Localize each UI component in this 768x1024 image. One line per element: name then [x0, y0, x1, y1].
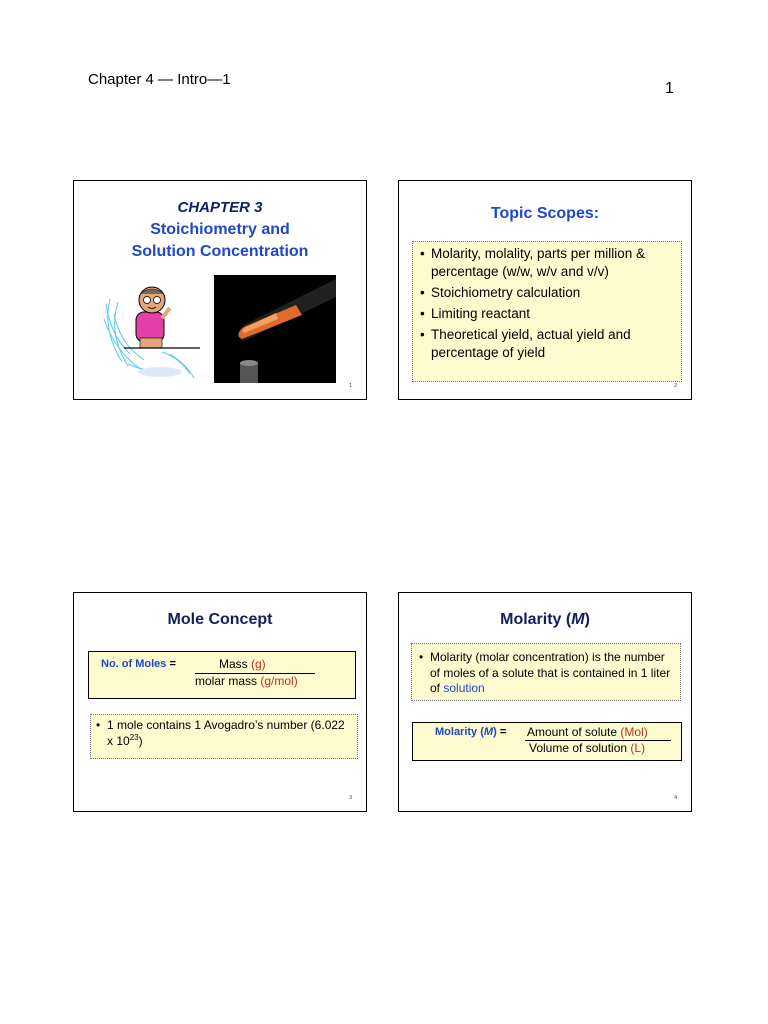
- slide-number: 1: [349, 383, 352, 389]
- test-tube-photo: [214, 275, 336, 383]
- slide-title-line-2: Solution Concentration: [131, 243, 309, 260]
- topic-list-box: [412, 241, 682, 382]
- molarity-definition-box: [411, 643, 681, 701]
- list-item: • 1 mole contains 1 Avogadro’s number (6.022 x $10^{23}$): [93, 717, 353, 749]
- slide-number: 2: [674, 383, 677, 389]
- avogadro-note-box: [90, 714, 358, 759]
- topic-list: [417, 245, 675, 362]
- slide-heading: Topic Scopes:: [490, 205, 600, 222]
- slide-4: [398, 592, 692, 812]
- slide-2: [398, 180, 692, 400]
- formula-denominator: Volume of solution (L): [529, 741, 646, 755]
- formula-label: Molarity (M) =: [435, 726, 507, 738]
- list-item: • Limiting reactant: [417, 305, 675, 323]
- scientist-cartoon-image: [100, 274, 206, 382]
- header-title: Chapter 4 — Intro—1: [88, 71, 231, 88]
- slide-title-line-1: Stoichiometry and: [150, 221, 290, 238]
- page-number: 1: [665, 80, 674, 97]
- slide-number: 4: [674, 795, 677, 801]
- slide-title: [74, 219, 366, 263]
- slide-1: [73, 180, 367, 400]
- slide-heading: Molarity (M): [500, 611, 590, 628]
- slide-number: 3: [349, 795, 352, 801]
- chapter-label: CHAPTER 3: [177, 199, 263, 216]
- formula-numerator: Mass (g): [219, 657, 266, 671]
- list-item: • Stoichiometry calculation: [417, 284, 675, 302]
- formula-denominator: molar mass (g/mol): [195, 674, 298, 688]
- moles-formula-box: [88, 651, 356, 699]
- slide-3: [73, 592, 367, 812]
- list-item: • Molarity (molar concentration) is the number of moles of a solute that is contained in 1 liter of solution: [416, 650, 676, 697]
- formula-numerator: Amount of solute (Mol): [527, 725, 648, 739]
- molarity-formula-box: [412, 722, 682, 761]
- formula-label: No. of Moles =: [101, 658, 176, 670]
- list-item: • Theoretical yield, actual yield and percentage of yield: [417, 326, 675, 362]
- slide-heading: Mole Concept: [167, 611, 273, 628]
- list-item: • Molarity, molality, parts per million & percentage (w/w, w/v and v/v): [417, 245, 675, 281]
